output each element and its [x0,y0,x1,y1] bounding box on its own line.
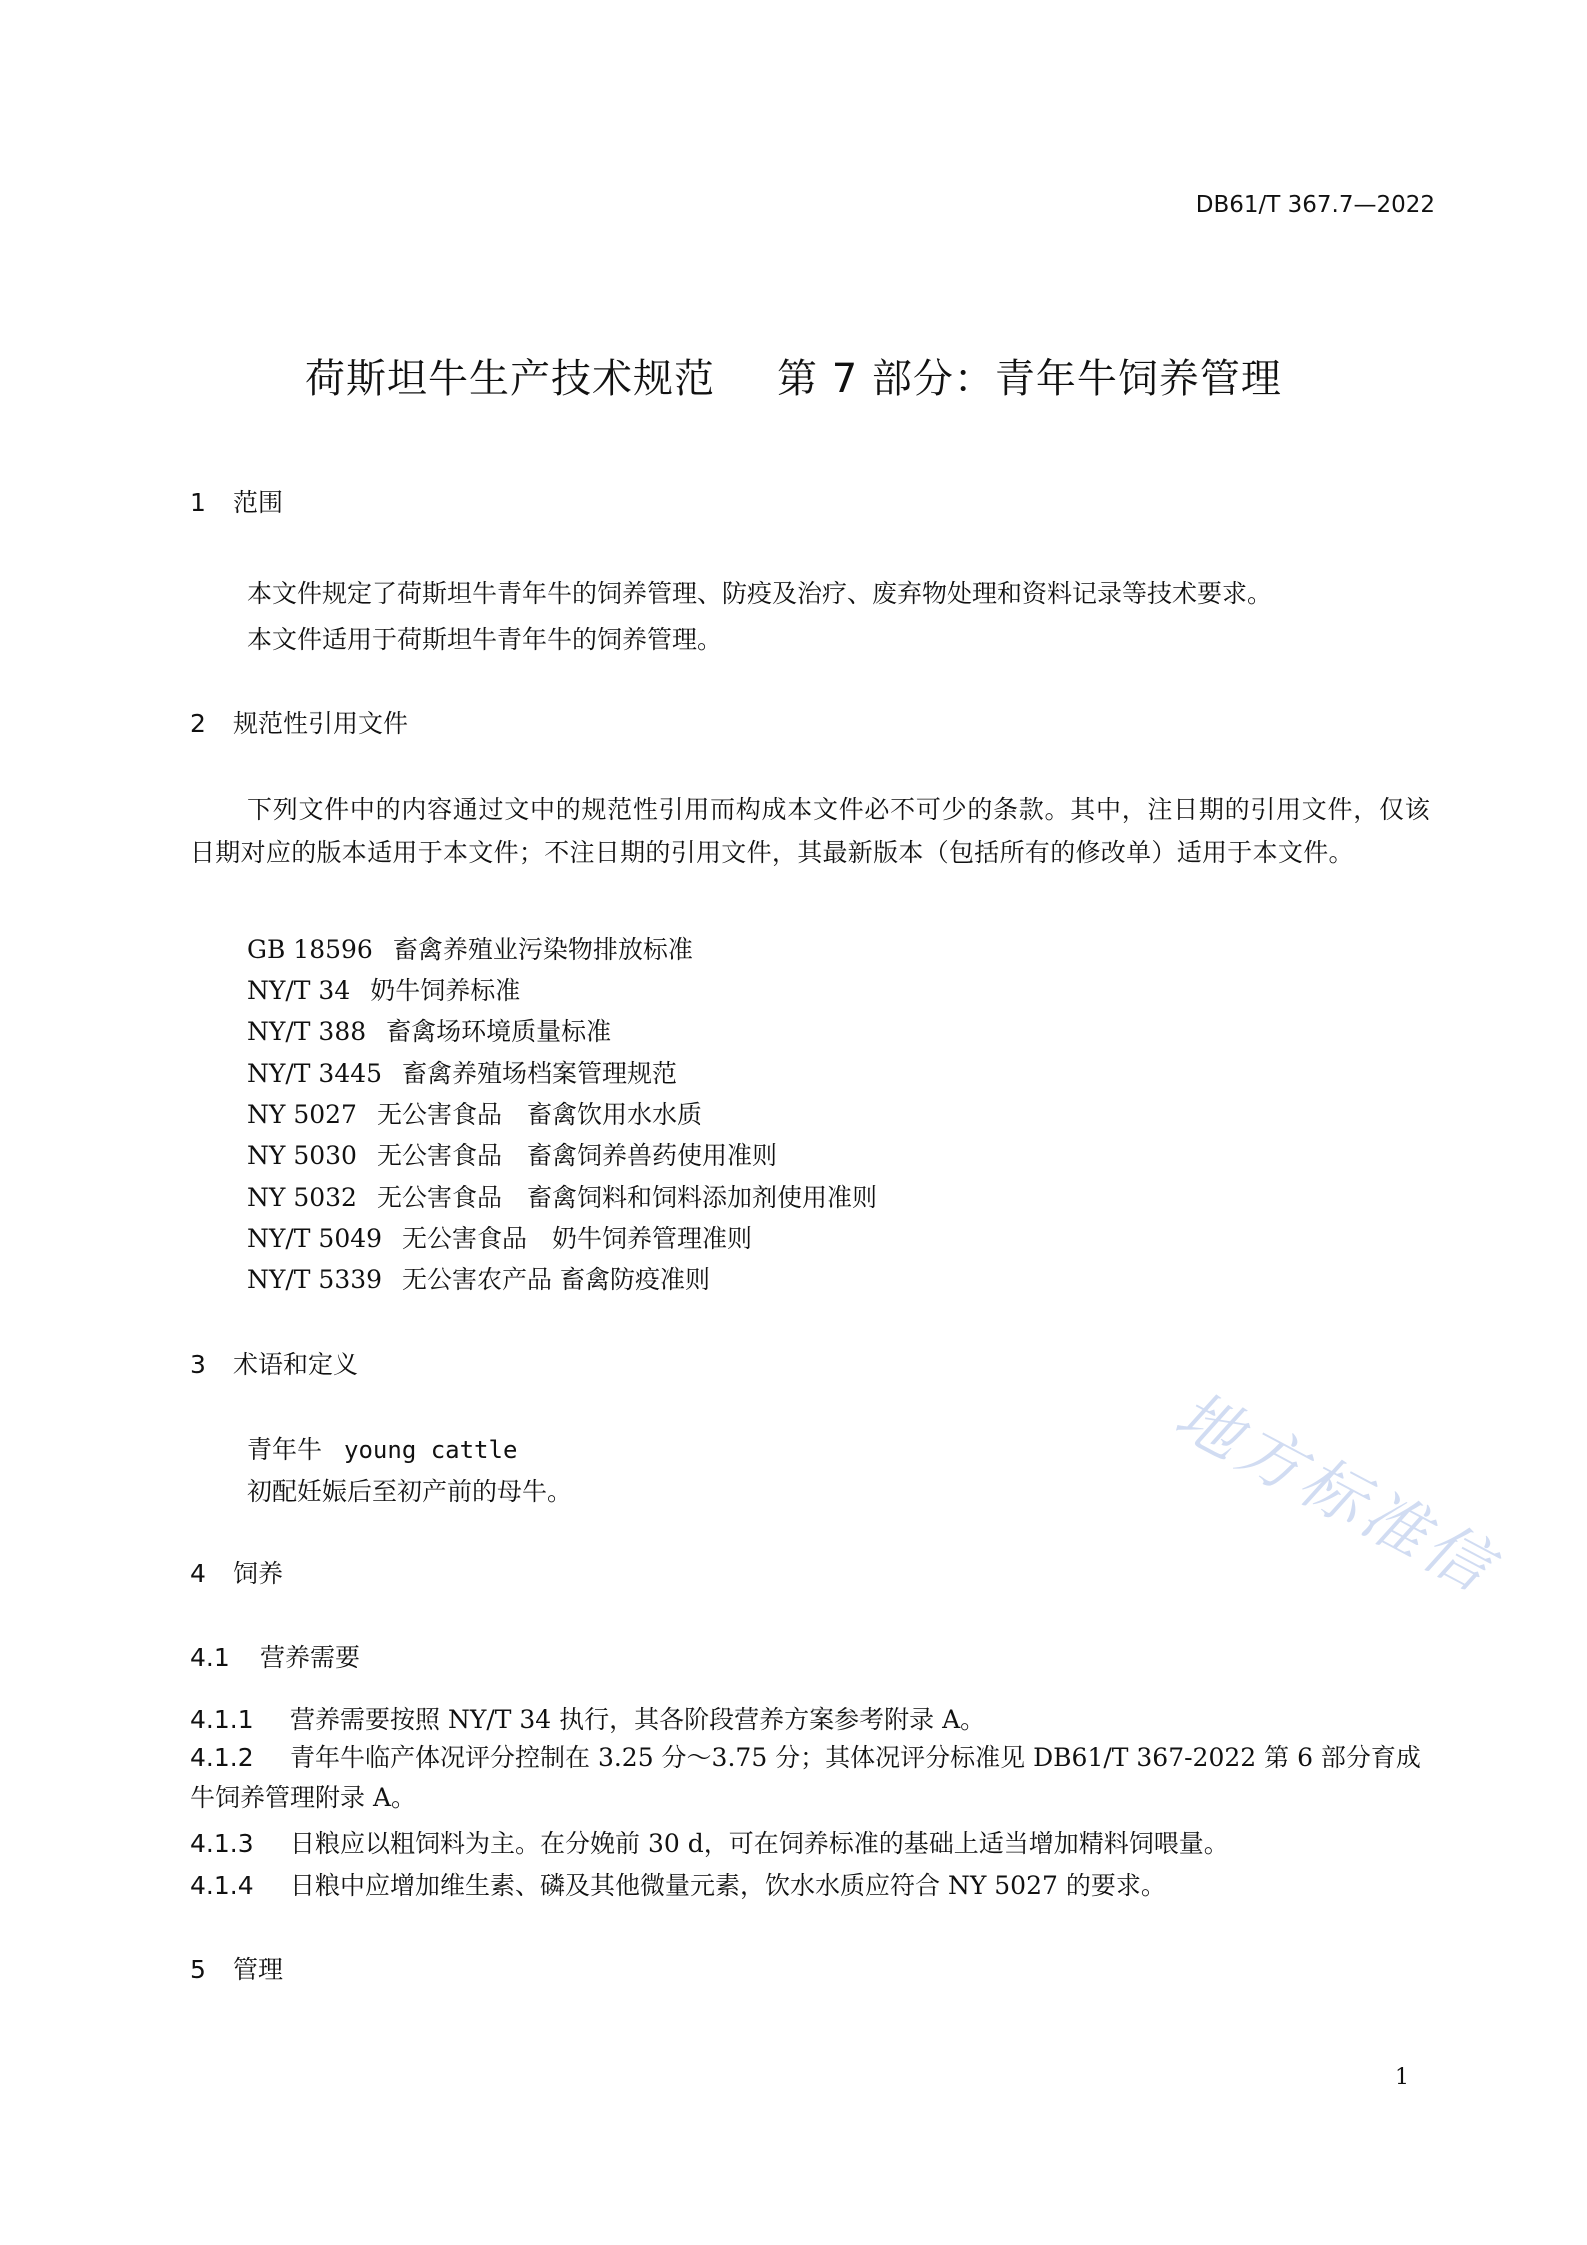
normative-reference: NY/T 34 奶牛饲养标准 [247,976,521,1005]
normative-reference: NY 5027 无公害食品 畜禽饮用水水质 [247,1100,702,1129]
normative-reference: NY/T 3445 畜禽养殖场档案管理规范 [247,1059,678,1088]
title-main: 荷斯坦牛生产技术规范 [305,356,716,402]
document-title [0,347,1587,404]
title-part: 第 7 部分：青年牛饲养管理 [777,356,1282,402]
normative-reference: NY 5030 无公害食品 畜禽饲养兽药使用准则 [247,1141,777,1170]
term-entry [247,1430,517,1466]
normative-reference: NY/T 5049 无公害食品 奶牛饲养管理准则 [247,1224,753,1253]
normative-reference: NY/T 388 畜禽场环境质量标准 [247,1017,612,1046]
section-2-heading: 2 规范性引用文件 [190,709,409,738]
section-1-paragraph-1: 本文件规定了荷斯坦牛青年牛的饲养管理、防疫及治疗、废弃物处理和资料记录等技术要求。 [247,579,1273,608]
clause-4-1-3: 4.1.3 日粮应以粗饲料为主。在分娩前 30 d，可在饲养标准的基础上适当增加精料饲喂量。 [190,1829,1229,1858]
term-definition: 初配妊娠后至初产前的母牛。 [247,1477,573,1506]
normative-reference: NY 5032 无公害食品 畜禽饲料和饲料添加剂使用准则 [247,1183,877,1212]
clause-4-1-2: 4.1.2 青年牛临产体况评分控制在 3.25 分～3.75 分；其体况评分标准见 DB61/T 367-2022 第 6 部分育成牛饲养管理附录 A。 [190,1743,1421,1812]
section-5-heading: 5 管理 [190,1955,284,1984]
term-english: young cattle [344,1436,518,1464]
page-number: 1 [1395,2065,1409,2090]
clause-4-1-1: 4.1.1 营养需要按照 NY/T 34 执行，其各阶段营养方案参考附录 A。 [190,1705,986,1734]
section-1-paragraph-2: 本文件适用于荷斯坦牛青年牛的饲养管理。 [247,625,723,654]
section-4-heading: 4 饲养 [190,1559,284,1588]
clause-4-1-4: 4.1.4 日粮中应增加维生素、磷及其他微量元素，饮水水质应符合 NY 5027 的要求。 [190,1871,1166,1900]
normative-reference: NY/T 5339 无公害农产品 畜禽防疫准则 [247,1265,710,1294]
section-1-heading: 1 范围 [190,488,284,517]
watermark: 地方标准信 [1163,1378,1507,1608]
section-2-intro: 下列文件中的内容通过文中的规范性引用而构成本文件必不可少的条款。其中，注日期的引用文件，仅该日期对应的版本适用于本文件；不注日期的引用文件，其最新版本（包括所有的修改单）适用于本文件。 [190,795,1430,867]
normative-reference: GB 18596 畜禽养殖业污染物排放标准 [247,935,693,964]
document-code: DB61/T 367.7—2022 [1195,192,1435,218]
section-3-heading: 3 术语和定义 [190,1350,359,1379]
term-chinese: 青年牛 [247,1435,323,1464]
subsection-4-1-heading: 4.1 营养需要 [190,1643,361,1672]
